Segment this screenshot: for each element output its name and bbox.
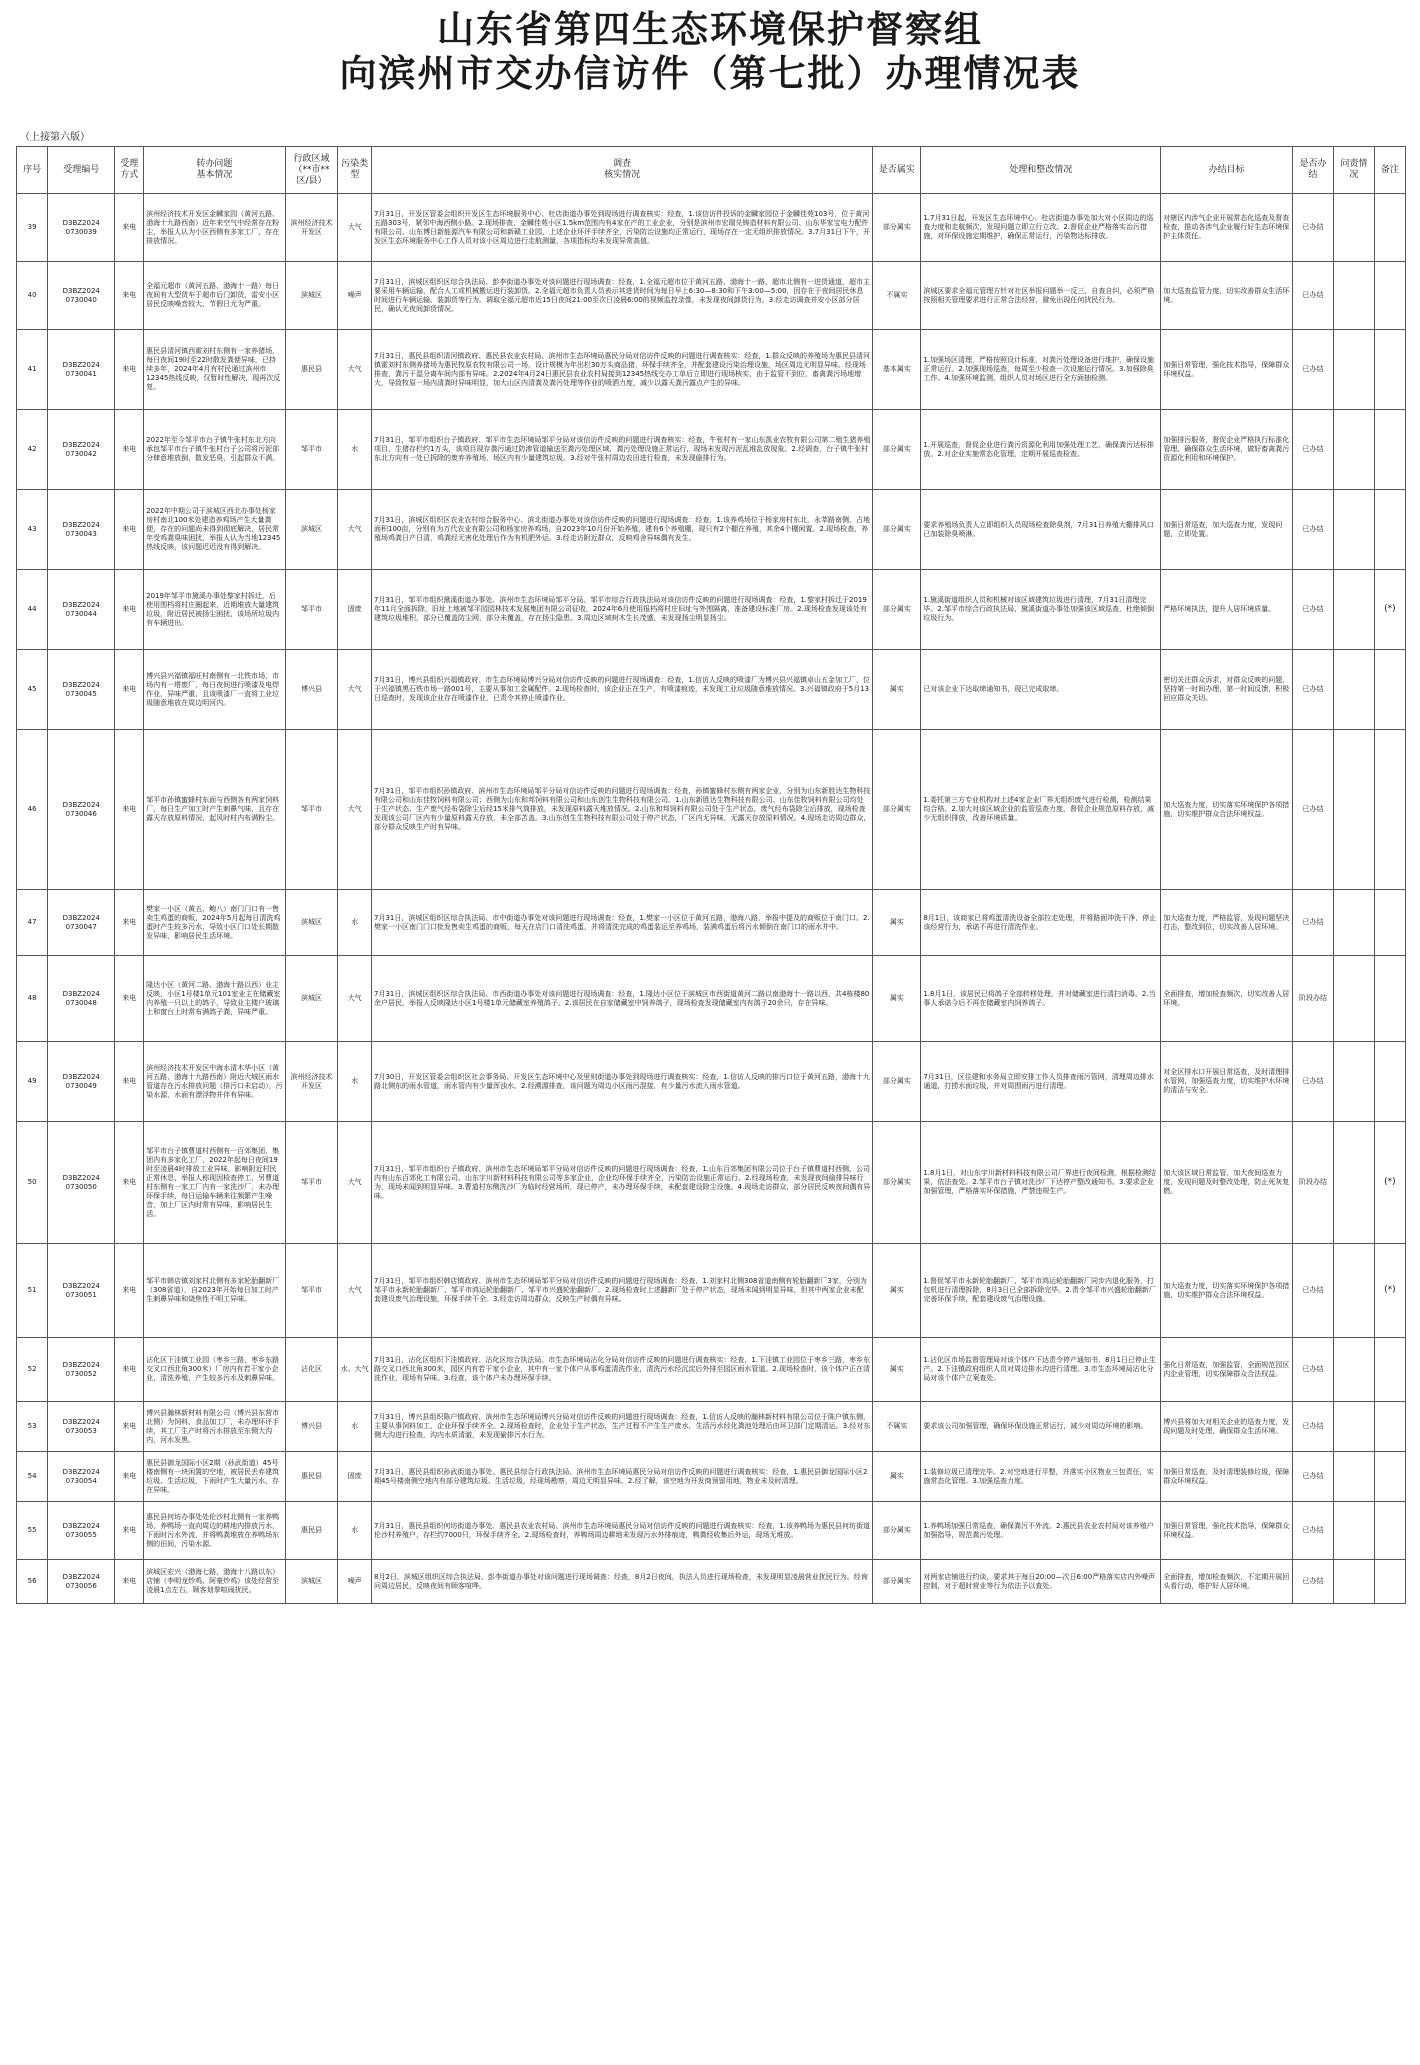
cell-action: 1.加强场区清理，严格按照设计标准，对粪污处理设备进行维护，确保设施正常运行。2.加强现场巡查，每周至少检查一次设施运行情况。3.加强除臭工作。4.加强环境监测，组织人员对场区进行全方面抽检测。 xyxy=(921,330,1161,410)
cell-area: 邹平市 xyxy=(285,570,338,650)
cell-way: 来电 xyxy=(115,570,144,650)
cell-survey: 7月31日，滨城区组织区综合执法局、市西街道办事处对该问题进行现场调查：经查，1.隆达小区位于滨城区市西街道黄河二路以南渤海十一路以西，共4栋楼80余户居民，举报人反映隆达小区1号楼1单元储藏室养殖鸽子。2.该居民在自家储藏室中饲养鸽子，现场检查发现储藏室内有鸽子20余只，存在异味。 xyxy=(371,956,872,1042)
cell-acct xyxy=(1333,730,1374,890)
cell-target: 加强日常管理，强化技术指导，保障群众环境权益。 xyxy=(1161,1502,1293,1560)
table-row xyxy=(17,650,1406,730)
column-header: 是否属实 xyxy=(873,147,921,194)
cell-id: D3BZ2024 0730052 xyxy=(48,1338,115,1402)
cell-area: 邹平市 xyxy=(285,1122,338,1244)
cell-way: 来电 xyxy=(115,1122,144,1244)
cell-area: 惠民县 xyxy=(285,1452,338,1502)
table-row xyxy=(17,262,1406,330)
cell-note xyxy=(1374,1338,1405,1402)
cell-real: 属实 xyxy=(873,890,921,956)
cell-acct xyxy=(1333,1122,1374,1244)
cell-note: (*) xyxy=(1374,1244,1405,1338)
cell-issue: 邹平市韩店镇刘家村北侧有多家轮胎翻新厂（308省道），自2023年开始每日加工时产生刺鼻异味和烧焦性不明工异味。 xyxy=(144,1244,286,1338)
cell-acct xyxy=(1333,194,1374,262)
cell-id: D3BZ2024 0730056 xyxy=(48,1560,115,1604)
cell-type: 水 xyxy=(338,1502,372,1560)
column-header: 办结目标 xyxy=(1161,147,1293,194)
cell-action: 1.黛溪街道组织人员和机械对该区域建筑垃圾进行清理，7月31日清理完毕。2.邹平市综合行政执法局、黛溪街道办事处加强该区域巡查，杜绝倾倒垃圾行为。 xyxy=(921,570,1161,650)
cell-note xyxy=(1374,1560,1405,1604)
cell-id: D3BZ2024 0730046 xyxy=(48,730,115,890)
table-row xyxy=(17,1042,1406,1122)
cell-note xyxy=(1374,1502,1405,1560)
cell-real: 部分属实 xyxy=(873,194,921,262)
cell-way: 来电 xyxy=(115,410,144,490)
cell-issue: 2022年至今邹平市台子镇牛张村东北方向承包邹平市台子镇牛张村台子公司将污泥部分肆意堆放倒，散发恶臭，引起群众不满。 xyxy=(144,410,286,490)
cell-area: 滨城区 xyxy=(285,490,338,570)
cell-issue: 邹平市台子镇曹道村西侧有一百郊集团，集团内有多家化工厂，2022年起每日夜间19时至凌晨4时排放工业异味，影响附近村民正常休息，举报人称现因检查停工，另曹道村东侧有一家工厂内有一家洗沙厂，未办理环保手续，每日运输车辆来往频繁产生噪音，加上厂区内时常有异味，影响居民生活。 xyxy=(144,1122,286,1244)
cell-action: 已对该企业下达取缔通知书，现已完成取缔。 xyxy=(921,650,1161,730)
table-header-row xyxy=(17,147,1406,194)
column-header: 污染类型 xyxy=(338,147,372,194)
cell-acct xyxy=(1333,262,1374,330)
table-row xyxy=(17,194,1406,262)
cell-action: 1.沾化区市场监督管理局对该个体户下达责令停产通知书，8月1日已停止生产。2.下洼镇政府组织人员对周边排水沟进行清理。3.市生态环境局沾化分局对该个体户立案查处。 xyxy=(921,1338,1161,1402)
cell-area: 滨州经济技术开发区 xyxy=(285,1042,338,1122)
cell-type: 大气 xyxy=(338,490,372,570)
cell-type: 固废 xyxy=(338,570,372,650)
table-row xyxy=(17,1338,1406,1402)
cell-survey: 7月31日，惠民县组织清河镇政府、惠民县农业农村局、滨州市生态环境局惠民分局对信访件反映的问题进行调查核实：经查，1.群众反映的养殖场为惠民县清河镇霍刘村东侧养猪场为惠民牧原农牧有限公司一场，设计规模为年出栏30万头商品猪，环保手续齐全，并配套建设污染治理设施，场区周边无明显异味。经现场排查，粪污干湿分离车间内部有异味。2.2024年4月24日惠民县农业农村局接到12345热线交办工单后立即进行现场核实，由于监管不到位，畜禽粪污场地增大，导致牧原一场内清粪时异味明显，加大山区内清粪及粪污处理等作业的喷洒力度，减少以露天粪污露点产生的异味。 xyxy=(371,330,872,410)
cell-way: 来电 xyxy=(115,650,144,730)
cell-survey: 7月31日，邹平市组织台子镇政府、邹平市生态环境局邹平分局对该信访件反映的问题进行调查核实：经查，牛张村有一家山东凯业农牧有限公司第二殖生猪养殖项目，生猪存栏约1万头，该项目现存粪污通过防渗管道输送至粪污处理区域，粪污处理设施正常运行，现场未发现污泥乱堆乱放现象。2.经调查，台子镇牛张村东北方向有一处已拆除的废弃养殖场，场区内有少量建筑垃圾。3.经对牛张村周边农田进行检查，未发现偷排行为。 xyxy=(371,410,872,490)
cell-survey: 8月2日，滨城区组织区综合执法局、彭李街道办事处对该问题进行现场调查：经查，8月2日夜间，执法人员进行现场检查，未发现明显凌晨营业扰民行为。经询问周边居民，反映夜间有顾客喧哗。 xyxy=(371,1560,872,1604)
cell-area: 邹平市 xyxy=(285,730,338,890)
cell-acct xyxy=(1333,650,1374,730)
cell-way: 来电 xyxy=(115,730,144,890)
cell-real: 属实 xyxy=(873,1338,921,1402)
cell-note xyxy=(1374,1042,1405,1122)
cell-way: 来电 xyxy=(115,1452,144,1502)
cell-area: 滨州经济技术开发区 xyxy=(285,194,338,262)
cell-area: 博兴县 xyxy=(285,1402,338,1452)
cell-area: 沾化区 xyxy=(285,1338,338,1402)
cell-issue: 博兴县兴福镇福旺村南侧有一北铁市场，市场内有一塔废厂，每日夜间进行喷漆及电焊作业，异味严重，且该喷漆厂一直将工业垃圾随意堆放在周边明河内。 xyxy=(144,650,286,730)
table-row xyxy=(17,890,1406,956)
cell-acct xyxy=(1333,1560,1374,1604)
cell-real: 部分属实 xyxy=(873,730,921,890)
cell-issue: 滨州经济技术开发区金麟家园（黄河五路、渤海十九路西南）近年来空气中经常存在粉尘，举报人认为小区西侧有多家工厂，存在排放情况。 xyxy=(144,194,286,262)
cell-no: 48 xyxy=(17,956,48,1042)
column-header: 行政区域 （**市**区/县） xyxy=(285,147,338,194)
cell-target: 博兴县将加大对相关企业的巡查力度，发现问题及时处理，确保群众生活环境。 xyxy=(1161,1402,1293,1452)
cell-done: 已办结 xyxy=(1293,1452,1334,1502)
column-header: 受理方式 xyxy=(115,147,144,194)
table-row xyxy=(17,490,1406,570)
cell-real: 不属实 xyxy=(873,262,921,330)
cell-type: 大气 xyxy=(338,650,372,730)
cell-target: 加大巡查监管力度，切实改善群众生活环境。 xyxy=(1161,262,1293,330)
table-row xyxy=(17,1122,1406,1244)
cell-acct xyxy=(1333,410,1374,490)
cell-no: 54 xyxy=(17,1452,48,1502)
cell-survey: 7月31日，邹平市组织孙镇政府、滨州市生态环境局邹平分局对信访件反映的问题进行现场调查：经查，孙镇蜜蜂村东侧有两家企业，分别为山东新胜达生物科技有限公司和山东佳牧饲料有限公司；西侧为山东和邦饲料有限公司和山东创生生物科技有限公司。1.山东新胜达生物科技有限公司、山东佳牧饲料有限公司均处于生产状态，生产废气经布袋除尘后经15米排气筒排放，未发现原料露天堆放情况。2.山东和邦饲料有限公司处于生产状态，废气经布袋除尘后排放，现场检查发现该公司厂区内有少量原料露天存放，未全部苫盖。3.山东创生生物科技有限公司处于停产状态，厂区内无异味，无露天存放原料情况。4.现场走访周边群众，部分群众反映生产时有异味。 xyxy=(371,730,872,890)
table-row xyxy=(17,1402,1406,1452)
page-title xyxy=(0,8,1420,96)
cell-type: 水 xyxy=(338,1402,372,1452)
cell-target: 全面排查，增加检查频次，切实改善人居环境。 xyxy=(1161,956,1293,1042)
cell-real: 属实 xyxy=(873,650,921,730)
cell-real: 部分属实 xyxy=(873,490,921,570)
cell-done: 阶段办结 xyxy=(1293,1122,1334,1244)
cell-acct xyxy=(1333,1452,1374,1502)
cell-acct xyxy=(1333,330,1374,410)
cell-area: 邹平市 xyxy=(285,410,338,490)
cell-issue: 邹平市孙镇蜜蜂村东面与西侧各有两家饲料厂，每日生产加工时产生刺鼻气味，且存在露天存放原料情况，起风时村内布满粉尘。 xyxy=(144,730,286,890)
cell-target: 加大巡查力度，切实落实环境保护各项措施，切实维护群众合法环境权益。 xyxy=(1161,730,1293,890)
cell-note xyxy=(1374,890,1405,956)
cell-type: 大气 xyxy=(338,1244,372,1338)
cell-action: 1.养鸭场加强日常巡查，确保粪污不外流。2.惠民县农业农村局对该养殖户加强指导，规范粪污处理。 xyxy=(921,1502,1161,1560)
cell-id: D3BZ2024 0730042 xyxy=(48,410,115,490)
cell-action: 1.8月1日，对山东宇川新材料科技有限公司厂界进行夜间检测，根据检测结果，依法查处。2.邹平市台子镇对洗沙厂下达停产整改通知书。3.要求企业加强管理，严格落实环保措施，严禁违规生产。 xyxy=(921,1122,1161,1244)
cell-way: 来电 xyxy=(115,1042,144,1122)
table-row xyxy=(17,1244,1406,1338)
cell-type: 大气 xyxy=(338,730,372,890)
cell-no: 46 xyxy=(17,730,48,890)
cell-note xyxy=(1374,1452,1405,1502)
cell-acct xyxy=(1333,1244,1374,1338)
cell-done: 阶段办结 xyxy=(1293,956,1334,1042)
cell-done: 已办结 xyxy=(1293,1402,1334,1452)
cell-note xyxy=(1374,330,1405,410)
cell-no: 56 xyxy=(17,1560,48,1604)
cell-issue: 滨城区宏兴（渤海七路，渤海十八路以东）店铺（李明龙炒鸡、阿豪炒鸡）该处经营至凌晨1点左右，顾客划拳喧闹扰民。 xyxy=(144,1560,286,1604)
cell-no: 43 xyxy=(17,490,48,570)
cell-way: 来电 xyxy=(115,890,144,956)
cell-id: D3BZ2024 0730039 xyxy=(48,194,115,262)
cell-action: 1.委托第三方专业机构对上述4家企业厂界无组织废气进行检测，检测结果均合格。2.加大对该区域企业的监管巡查力度，督促企业规范原料存放，减少无组织排放，改善环境质量。 xyxy=(921,730,1161,890)
cell-target: 加大该区域日常监管，加大夜间巡查力度，发现问题及时整改处理，防止死灰复燃。 xyxy=(1161,1122,1293,1244)
cell-done: 已办结 xyxy=(1293,194,1334,262)
cell-way: 来电 xyxy=(115,194,144,262)
cell-acct xyxy=(1333,890,1374,956)
cell-id: D3BZ2024 0730044 xyxy=(48,570,115,650)
cell-target: 加大巡查力度，严格监管，发现问题坚决打击，整改到位，切实改善人居环境。 xyxy=(1161,890,1293,956)
cell-done: 已办结 xyxy=(1293,730,1334,890)
column-header: 备注 xyxy=(1374,147,1405,194)
column-header: 序号 xyxy=(17,147,48,194)
cell-id: D3BZ2024 0730048 xyxy=(48,956,115,1042)
cell-type: 噪声 xyxy=(338,262,372,330)
cell-real: 属实 xyxy=(873,1244,921,1338)
cell-way: 来电 xyxy=(115,1338,144,1402)
cell-survey: 7月31日，滨城区组织区综合执法局、市中街道办事处对该问题进行现场调查：经查，1.樊家一小区位于黄河五路，渤海八路，举报中提及的商贩位于南门口。2.樊家一小区南门门口批发售卖生鸡蛋的商贩，每天在店门口清洗鸡蛋，并将清洗完成的鸡蛋装运至养鸡场，装满鸡蛋后将污水倾倒在南门口的雨水井中。 xyxy=(371,890,872,956)
cell-real: 部分属实 xyxy=(873,1042,921,1122)
cell-note: (*) xyxy=(1374,570,1405,650)
cell-no: 53 xyxy=(17,1402,48,1452)
table-row xyxy=(17,1502,1406,1560)
cell-type: 大气 xyxy=(338,194,372,262)
cell-note xyxy=(1374,490,1405,570)
cell-action: 1.督促邹平市永新轮胎翻新厂、邹平市鸿运轮胎翻新厂同步内退化服务，打包机进行清理拆除，8月3日已全部拆除完毕。2.责令邹平市兴盛轮胎翻新厂完善环保手续，配套建设废气治理设施。 xyxy=(921,1244,1161,1338)
cell-issue: 惠民县清河镇西霍刘村东侧有一家养猪场，每日夜间19时至22时散发粪便异味，已持续多年，2024年4月有村民通过滨州市12345热线反映，仅暂时性解决，现再次反复。 xyxy=(144,330,286,410)
cell-done: 已办结 xyxy=(1293,330,1334,410)
cell-acct xyxy=(1333,1402,1374,1452)
column-header: 是否办结 xyxy=(1293,147,1334,194)
table-row xyxy=(17,1560,1406,1604)
column-header: 受理编号 xyxy=(48,147,115,194)
cell-survey: 7月31日，邹平市组织黛溪街道办事处、滨州市生态环境局邹平分局、邹平市综合行政执法局对该信访件反映的问题进行现场调查：经查，1.黎家村拆迁于2019年11月全面拆除，旧址上地被邹平园园林技术发展集团有限公司征收，2024年6月使用报档将村庄旧址与外围隔离，准备建设标准厂房。2.现场检查发现该处有建筑垃圾堆积，部分已覆盖防尘网，部分未覆盖，存在扬尘隐患。3.周边区域树木生长茂盛，未发现扬尘明显扬尘。 xyxy=(371,570,872,650)
cell-id: D3BZ2024 0730047 xyxy=(48,890,115,956)
cell-note xyxy=(1374,650,1405,730)
cell-type: 大气 xyxy=(338,330,372,410)
cell-target: 全面排查，增加检查频次，不定期开展回头看行动，维护好人居环境。 xyxy=(1161,1560,1293,1604)
cell-done: 已办结 xyxy=(1293,1338,1334,1402)
table-row xyxy=(17,330,1406,410)
cell-area: 博兴县 xyxy=(285,650,338,730)
cell-issue: 惠民县御龙国际小区2期（孙武街道）45号楼南侧有一块闲置的空地，被居民丢弃建筑垃圾、生活垃圾，下雨时产生大量污水，存在异味。 xyxy=(144,1452,286,1502)
cell-way: 来电 xyxy=(115,1244,144,1338)
cell-type: 水、大气 xyxy=(338,1338,372,1402)
cell-survey: 7月31日，惠民县组织孙武街道办事处、惠民县综合行政执法局、滨州市生态环境局惠民分局对信访件反映的问题进行调查核实：经查，1.惠民县御龙国际小区2期45号楼南侧空地内有部分建筑垃圾、生活垃圾，经现场勘察，周边无明显异味。2.经了解，该空地为开发商预留用地，物业未及时清理。 xyxy=(371,1452,872,1502)
cell-note xyxy=(1374,194,1405,262)
cell-done: 已办结 xyxy=(1293,1560,1334,1604)
cell-target: 对全区排水口开展日常巡查，及时清理排水管网，加强巡查力度，切实维护水环境的清洁与安全。 xyxy=(1161,1042,1293,1122)
cell-note xyxy=(1374,410,1405,490)
cell-area: 滨城区 xyxy=(285,956,338,1042)
cell-issue: 隆达小区（黄河二路、渤海十路以西）业主反映，小区1号楼1单元101室业主在储藏室内养殖一只以上的鸽子，导致业主楼户玻璃上和窗台上时常布满鸽子粪，异味严重。 xyxy=(144,956,286,1042)
cell-note xyxy=(1374,956,1405,1042)
cell-acct xyxy=(1333,1502,1374,1560)
cell-no: 55 xyxy=(17,1502,48,1560)
cell-real: 属实 xyxy=(873,956,921,1042)
cell-action: 1.7月31日起，开发区生态环境中心、杜店街道办事处加大对小区周边的巡查力度和走航频次，发现问题立即立行立改。2.督促企业严格落实治污措施，对环保设施定期维护，确保正常运行，污染物达标排放。 xyxy=(921,194,1161,262)
cell-target: 对辖区内涉气企业开展常态化巡查及督查检查，推动各涉气企业履行好生态环境保护主体责任。 xyxy=(1161,194,1293,262)
cell-issue: 沾化区下洼镇工业园（枣乡三路，枣乡东路交叉口西北角300米）厂房内有若干家小企业，清洗养殖，产生较多污水及刺鼻异味。 xyxy=(144,1338,286,1402)
cell-target: 加大巡查力度，切实落实环境保护各项措施，切实维护群众合法环境权益。 xyxy=(1161,1244,1293,1338)
cell-action: 1.装修垃圾已清理完毕。2.对空地进行平整，并落实小区物业三包责任，实施常态化管理。3.加强巡查力度。 xyxy=(921,1452,1161,1502)
cell-issue: 2022年中期公司于滨城区西北办事处杨家房村南北100米处建造养鸡场产生大量粪便，存在的问题尚未得到彻底解决，居民常年受鸡粪臭味困扰，举报人认为当地12345热线反映，该问题迟迟没有得到解决。 xyxy=(144,490,286,570)
cell-no: 44 xyxy=(17,570,48,650)
cell-no: 40 xyxy=(17,262,48,330)
cell-type: 大气 xyxy=(338,956,372,1042)
cell-way: 来电 xyxy=(115,1402,144,1452)
cell-id: D3BZ2024 0730051 xyxy=(48,1244,115,1338)
cell-id: D3BZ2024 0730045 xyxy=(48,650,115,730)
case-table xyxy=(16,146,1406,1604)
column-header: 转办问题 基本情况 xyxy=(144,147,286,194)
cell-issue: 博兴县瀚林新材料有限公司（博兴县东营市北侧）为饲料、食品加工厂，未办理环评手续，其工厂生产时将污水排放至东侧大沟内，河水发黑。 xyxy=(144,1402,286,1452)
cell-action: 7月31日，区住建和水务局立即安排工作人员排查雨污管网，清理周边排水通道，打捞水面垃圾，并对周围雨污进行清理。 xyxy=(921,1042,1161,1122)
cell-target: 强化日常巡查，加强监管，全面规范园区内企业管理，切实保障群众合法权益。 xyxy=(1161,1338,1293,1402)
cell-real: 部分属实 xyxy=(873,410,921,490)
cell-no: 42 xyxy=(17,410,48,490)
cell-id: D3BZ2024 0730053 xyxy=(48,1402,115,1452)
cell-type: 噪声 xyxy=(338,1560,372,1604)
cell-issue: 全福元超市（黄河五路、渤海十一路）每日夜间有大型货车于超市后门卸货，雷安小区居民反映噪音较大，节假日尤为严重。 xyxy=(144,262,286,330)
cell-real: 部分属实 xyxy=(873,570,921,650)
cell-action: 1.8月1日，该居民已将鸽子全部转移处理，并对储藏室进行清扫消毒。2.当事人承诺今后不再在储藏室内饲养鸽子。 xyxy=(921,956,1161,1042)
cell-action: 要求该公司加强管理，确保环保设施正常运行，减少对周边环境的影响。 xyxy=(921,1402,1161,1452)
cell-target: 加强日常巡查，加大巡查力度，发现问题，立即处置。 xyxy=(1161,490,1293,570)
cell-id: D3BZ2024 0730040 xyxy=(48,262,115,330)
cell-note: (*) xyxy=(1374,1122,1405,1244)
cell-acct xyxy=(1333,1042,1374,1122)
cell-area: 惠民县 xyxy=(285,1502,338,1560)
cell-no: 45 xyxy=(17,650,48,730)
cell-done: 已办结 xyxy=(1293,1502,1334,1560)
cell-real: 属实 xyxy=(873,1452,921,1502)
cell-note xyxy=(1374,730,1405,890)
cell-done: 已办结 xyxy=(1293,890,1334,956)
column-header: 调查 核实情况 xyxy=(371,147,872,194)
cell-id: D3BZ2024 0730050 xyxy=(48,1122,115,1244)
cell-target: 密切关注群众诉求，对群众反映的问题，坚持第一时间办理，第一时间反馈，积极回应群众关切。 xyxy=(1161,650,1293,730)
cell-survey: 7月31日，惠民县组织何坊街道办事处、惠民县农业农村局、滨州市生态环境局惠民分局对信访件反映的问题进行调查核实：经查，1.该养鸭场为惠民县何坊街道伦沙村养殖户，存栏约7000只，环保手续齐全。2.现场检查时，养鸭场周边耕地未发现污水外排痕迹，鸭粪经收集后外运，现场无堆放。 xyxy=(371,1502,872,1560)
cell-way: 来电 xyxy=(115,262,144,330)
cell-survey: 7月31日，博兴县组织陈户镇政府、滨州市生态环境局博兴分局对信访件反映的问题进行现场调查：经查，1.信访人反映的瀚林新材料有限公司位于陈户镇东侧，主要从事饲料加工，企业环保手续齐全。2.现场检查时，企业处于生产状态，生产过程不产生生产废水，生活污水经化粪池处理后由环卫部门定期清运。3.经对东侧大沟进行检查，沟内水质清澈，未发现偷排污水行为。 xyxy=(371,1402,872,1452)
cell-acct xyxy=(1333,570,1374,650)
cell-real: 不属实 xyxy=(873,1402,921,1452)
cell-no: 41 xyxy=(17,330,48,410)
cell-real: 部分属实 xyxy=(873,1122,921,1244)
table-row xyxy=(17,410,1406,490)
cell-action: 滨城区要求全福元管理方针对社区举报问题举一反三，自查自纠，必须严格按照相关管理要求进行正常合法经营，避免出现任何扰民行为。 xyxy=(921,262,1161,330)
cell-real: 部分属实 xyxy=(873,1502,921,1560)
cell-action: 8月1日，该商家已将鸡蛋清洗设备全部拉走处理，并将路面冲洗干净，停止该经营行为，承诺不再进行清洗作业。 xyxy=(921,890,1161,956)
cell-area: 滨城区 xyxy=(285,262,338,330)
cell-survey: 7月31日，邹平市组织台子镇政府、滨州市生态环境局邹平分局对信访件反映的问题进行现场调查：经查，1.山东百郊集团有限公司位于台子镇曹道村西侧，公司内有山东百郊化工有限公司、山东宇川新材料科技有限公司等多家企业，企业均环保手续齐全，污染防治设施正常运行。2.经现场检查，未发现夜间偷排异味行为，现场未闻到明显异味。3.曹道村东侧洗沙厂为临时经营场所，现已停产，未办理环保手续，未配套建设除尘设施。4.现场走访群众，部分居民反映夜间偶有异味。 xyxy=(371,1122,872,1244)
cell-no: 49 xyxy=(17,1042,48,1122)
cell-id: D3BZ2024 0730054 xyxy=(48,1452,115,1502)
title-line-2: 向滨州市交办信访件（第七批）办理情况表 xyxy=(339,52,1081,95)
cell-note xyxy=(1374,1402,1405,1452)
cell-type: 大气 xyxy=(338,1122,372,1244)
cell-target: 加强日常巡查，及时清理装修垃圾，保障群众环境权益。 xyxy=(1161,1452,1293,1502)
cell-issue: 惠民县何坊办事处处伦沙村北侧有一家养鸭场，养鸭场一直向周边的耕地内排放污水，下雨时污水外流，并将鸭粪堆放在养鸭场东侧的田间，污染水源。 xyxy=(144,1502,286,1560)
table-row xyxy=(17,956,1406,1042)
cell-no: 47 xyxy=(17,890,48,956)
cell-no: 52 xyxy=(17,1338,48,1402)
table-row xyxy=(17,570,1406,650)
cell-id: D3BZ2024 0730049 xyxy=(48,1042,115,1122)
cell-target: 严格环境执法，提升人居环境质量。 xyxy=(1161,570,1293,650)
cell-real: 基本属实 xyxy=(873,330,921,410)
cell-way: 来电 xyxy=(115,490,144,570)
cell-id: D3BZ2024 0730041 xyxy=(48,330,115,410)
cell-acct xyxy=(1333,956,1374,1042)
cell-done: 已办结 xyxy=(1293,650,1334,730)
cell-area: 滨城区 xyxy=(285,890,338,956)
column-header: 处理和整改情况 xyxy=(921,147,1161,194)
cell-no: 50 xyxy=(17,1122,48,1244)
cell-survey: 7月31日，滨城区组织区农业农村综合服务中心、滨北街道办事处对该信访件反映的问题进行现场调查：经查，1.该养鸡场位于杨家房村东北，永莘路南侧，占地面积100亩，分别有为万代农业有限公司和杨家房养鸡场，自2023年10月份开始养殖，建有6个养殖棚，现只有2个棚在养殖，其余4个棚闲置。2.现场检查，养殖场鸡粪日产日清，鸡粪经无害化处理后作为有机肥外运。3.经走访附近群众，反映鸡舍异味偶有发生。 xyxy=(371,490,872,570)
cell-way: 来电 xyxy=(115,956,144,1042)
cell-done: 已办结 xyxy=(1293,1244,1334,1338)
cell-note xyxy=(1374,262,1405,330)
cell-acct xyxy=(1333,1338,1374,1402)
table-row xyxy=(17,730,1406,890)
cell-type: 固废 xyxy=(338,1452,372,1502)
cell-done: 已办结 xyxy=(1293,262,1334,330)
cell-action: 1.开展巡查，督促企业进行粪污资源化利用加强处理工艺，确保粪污达标排放。2.对企业实施常态化管理，定期开展巡查检查。 xyxy=(921,410,1161,490)
cell-survey: 7月31日，邹平市组织韩店镇政府、滨州市生态环境局邹平分局对信访件反映的问题进行现场调查：经查，1.刘家村北侧308省道南侧有轮胎翻新厂3家，分别为邹平市永新轮胎翻新厂、邹平市鸿运轮胎翻新厂、邹平市兴盛轮胎翻新厂。2.现场检查时上述翻新厂处于停产状态，现场未闻到明显异味，但其中两家企业未配套建设废气治理设施，环保手续不全。3.经走访周边群众，反映生产时偶有异味。 xyxy=(371,1244,872,1338)
cell-no: 39 xyxy=(17,194,48,262)
cell-area: 邹平市 xyxy=(285,1244,338,1338)
cell-area: 滨城区 xyxy=(285,1560,338,1604)
cell-action: 对两家店铺进行约谈，要求其于每日20:00—次日6:00严格落实店内外噪声控制，对于超时营业等行为依法予以查处。 xyxy=(921,1560,1161,1604)
cell-way: 来电 xyxy=(115,330,144,410)
continuation-note: （上接第六版） xyxy=(20,132,90,143)
cell-survey: 7月31日，滨城区组织区综合执法局、彭李街道办事处对该问题进行现场调查：经查，1.全福元超市位于黄河五路、渤海十一路，超市北侧有一进货通道，超市主要采用车辆运输，配合人工或机械搬运进行装卸货。2.全福元超市负责人员表示其进货时间为每日早上6:30—8:30和下午3:00—5:00，因存在于夜间居民休息时间进行车辆运输、装卸货等行为。调取全福元超市近15日夜间21:00至次日凌晨6:00的视频监控录像，未发现夜间卸货行为。3.经走访调查并安小区部分居民，确认无夜间卸货情况。 xyxy=(371,262,872,330)
cell-issue: 2019年邹平市黛溪办事处黎家村拆迁，后使用围档将村庄圈起来，近期堆放大量建筑垃圾，附近居民被扬尘困扰，该场所垃圾内有车辆进出。 xyxy=(144,570,286,650)
cell-id: D3BZ2024 0730043 xyxy=(48,490,115,570)
cell-issue: 樊家一小区（黄五、鲍八）南门门口有一售卖生鸡蛋的商贩，2024年5月起每日清洗鸡蛋时产生较多污水，导致小区门口处长期散发异味，影响居民生活环境。 xyxy=(144,890,286,956)
cell-real: 部分属实 xyxy=(873,1560,921,1604)
cell-id: D3BZ2024 0730055 xyxy=(48,1502,115,1560)
title-line-1: 山东省第四生态环境保护督察组 xyxy=(437,8,983,51)
cell-type: 水 xyxy=(338,1042,372,1122)
cell-done: 已办结 xyxy=(1293,1042,1334,1122)
column-header: 问责情况 xyxy=(1333,147,1374,194)
cell-way: 来电 xyxy=(115,1560,144,1604)
cell-acct xyxy=(1333,490,1374,570)
cell-survey: 7月31日，博兴县组织兴福镇政府、市生态环境局博兴分局对信访件反映的问题进行现场调查：经查，1.信访人反映的喷漆厂为博兴县兴福镇卓山五金加工厂，位于兴福镇黑石铁市场一路001号，主要从事加工金属配件。2.现场检查时，该企业正在生产，有喷漆痕迹，未发现工业垃圾随意堆放情况。3.兴福镇政府于5月13日巡查时，发现该企业存在喷漆作业，已责令其停止喷漆作业。 xyxy=(371,650,872,730)
cell-type: 水 xyxy=(338,890,372,956)
cell-done: 已办结 xyxy=(1293,410,1334,490)
cell-action: 要求养殖场负责人立即组织人员现场检查除臭剂，7月31日养殖大棚排风口已加装除臭喷淋。 xyxy=(921,490,1161,570)
cell-survey: 7月31日，沾化区组织下洼镇政府、沾化区综合执法局、市生态环境局沾化分局对信访件反映的问题进行调查核实：经查，1.下洼镇工业园位于枣乡三路，枣乡东路交叉口西北角300米，园区内有若干家小企业，其中有一家个体户从事鸡蛋清洗作业，清洗污水经沉淀后外排至园区雨水管道。2.现场检查时，该个体户正在清洗作业，现场有异味。3.经查，该个体户未办理环保手续。 xyxy=(371,1338,872,1402)
cell-no: 51 xyxy=(17,1244,48,1338)
cell-issue: 滨州经济技术开发区中海水清木华小区（黄河五路，渤海十九路西南）附近大城区雨水管道存在污水排放问题（排污口未启动），污染水源，水面有漂浮物并伴有异味。 xyxy=(144,1042,286,1122)
cell-area: 惠民县 xyxy=(285,330,338,410)
cell-done: 已办结 xyxy=(1293,490,1334,570)
cell-target: 加强日常管理，强化技术指导，保障群众环境权益。 xyxy=(1161,330,1293,410)
table-row xyxy=(17,1452,1406,1502)
cell-done: 已办结 xyxy=(1293,570,1334,650)
cell-way: 来电 xyxy=(115,1502,144,1560)
cell-type: 水 xyxy=(338,410,372,490)
cell-survey: 7月31日，开发区管委会组织开发区生态环境服务中心、杜店街道办事处到现场进行调查核实：经查，1.该信访件投诉的金麟家园位于金麟佳苑103号，位于黄河五路303号，紧邻中海西侧小路。2.现场排查，金麟佳苑小区1.5km范围内有4家在产的工业企业，分别是滨州市宏瑞兑铸造材料有限公司、山东华家宝电力配件有限公司、山东博日新能源汽车有限公司和新赣工业园，上述企业环评手续齐全，污染防治设施均正常运行，现场存在一定无组织排放情况。3.7月31日下午，开发区生态环境服务中心工作人员对该小区周边进行走航测量，各项指标均未发现异常高值。 xyxy=(371,194,872,262)
cell-survey: 7月30日，开发区管委会组织区社会事务局、开发区生态环境中心及里则街道办事处到现场进行调查核实：经查，1.信访人反映的排污口位于黄河五路，渤海十九路北侧东的雨水管道，雨水管内有少量浑浊水。2.经溯源排查，该问题为周边小区雨污混接，有少量污水流入雨水管道。 xyxy=(371,1042,872,1122)
cell-target: 加强排污服务，督促企业严格执行标准化管理，确保群众生活环境，做好畜禽粪污资源化利用和环境保护。 xyxy=(1161,410,1293,490)
